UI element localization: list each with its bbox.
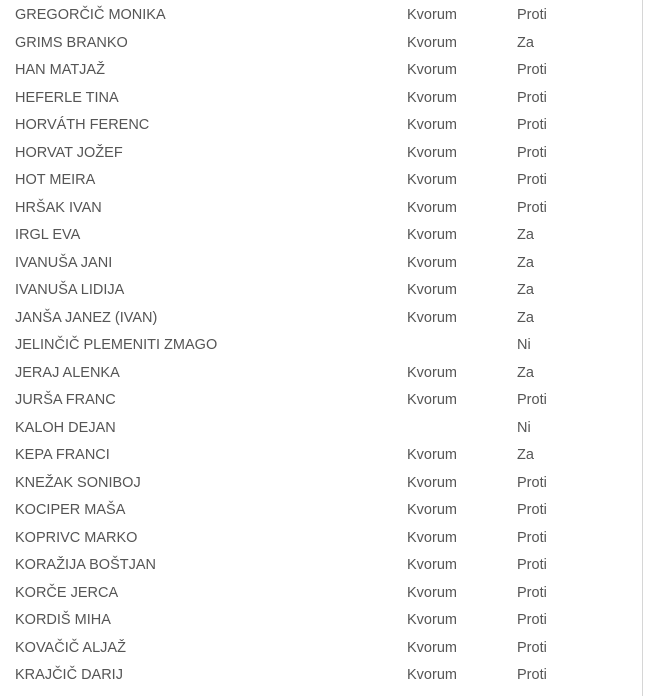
member-name-cell: HORVAT JOŽEF [15, 144, 123, 161]
member-name-cell: GRIMS BRANKO [15, 34, 128, 51]
table-row [15, 112, 635, 140]
table-row [15, 140, 635, 168]
vote-cell: Proti [517, 612, 547, 628]
vote-cell: Proti [517, 639, 547, 656]
quorum-cell: Kvorum [407, 254, 457, 271]
vote-cell: Proti [517, 529, 547, 546]
member-name-cell: JANŠA JANEZ (IVAN) [15, 309, 158, 326]
member-name-cell: JURŠA FRANC [15, 392, 116, 408]
quorum-cell: Kvorum [407, 34, 457, 51]
table-row [15, 167, 635, 195]
vote-cell: Proti [517, 474, 547, 491]
member-name-cell: KEPA FRANCI [15, 447, 110, 463]
table-row [15, 415, 635, 443]
member-name-cell: KOPRIVC MARKO [15, 529, 138, 546]
table-row [15, 470, 635, 498]
quorum-cell: Kvorum [407, 199, 457, 216]
member-name-cell: IVANUŠA JANI [15, 254, 113, 271]
quorum-cell: Kvorum [407, 117, 457, 133]
vote-cell: Proti [517, 172, 547, 188]
vote-cell: Za [517, 254, 534, 271]
quorum-cell: Kvorum [407, 557, 457, 573]
vote-cell: Proti [517, 584, 547, 601]
member-name-cell: KORAŽIJA BOŠTJAN [15, 557, 156, 573]
vote-cell: Proti [517, 7, 547, 23]
quorum-cell: Kvorum [407, 474, 457, 491]
vote-cell: Proti [517, 144, 547, 161]
quorum-cell: Kvorum [407, 309, 457, 326]
vote-cell: Za [517, 447, 534, 463]
quorum-cell: Kvorum [407, 667, 457, 683]
vote-cell: Proti [517, 117, 547, 133]
quorum-cell: Kvorum [407, 447, 457, 463]
vote-cell: Za [517, 309, 534, 326]
quorum-cell: Kvorum [407, 364, 457, 381]
quorum-cell: Kvorum [407, 7, 457, 23]
table-row [15, 305, 635, 333]
table-row [15, 607, 635, 635]
member-name-cell: KNEŽAK SONIBOJ [15, 474, 141, 491]
member-name-cell: HORVÁTH FERENC [15, 117, 150, 133]
vote-cell: Ni [517, 419, 531, 436]
table-row [15, 332, 635, 360]
vote-table [15, 2, 635, 690]
vote-cell: Proti [517, 667, 547, 683]
member-name-cell: IRGL EVA [15, 227, 81, 243]
quorum-cell: Kvorum [407, 62, 457, 78]
quorum-cell: Kvorum [407, 502, 457, 518]
table-row [15, 360, 635, 388]
table-row [15, 580, 635, 608]
quorum-cell: Kvorum [407, 89, 457, 106]
table-row [15, 552, 635, 580]
quorum-cell: Kvorum [407, 172, 457, 188]
vote-cell: Proti [517, 89, 547, 106]
table-row [15, 662, 635, 690]
quorum-cell: Kvorum [407, 282, 457, 298]
member-name-cell: HAN MATJAŽ [15, 62, 105, 78]
member-name-cell: GREGORČIČ MONIKA [15, 7, 166, 23]
vote-cell: Proti [517, 62, 547, 78]
quorum-cell: Kvorum [407, 392, 457, 408]
vote-cell: Za [517, 227, 534, 243]
table-row [15, 195, 635, 223]
quorum-cell [407, 332, 517, 360]
table-row [15, 277, 635, 305]
table-row [15, 85, 635, 113]
quorum-cell: Kvorum [407, 639, 457, 656]
vote-table-body [15, 2, 635, 690]
table-row [15, 497, 635, 525]
quorum-cell: Kvorum [407, 144, 457, 161]
member-name-cell: KOCIPER MAŠA [15, 502, 126, 518]
quorum-cell: Kvorum [407, 529, 457, 546]
member-name-cell: HOT MEIRA [15, 172, 96, 188]
table-row [15, 2, 635, 30]
member-name-cell: KOVAČIČ ALJAŽ [15, 639, 126, 656]
member-name-cell: HRŠAK IVAN [15, 199, 102, 216]
table-row [15, 387, 635, 415]
vote-cell: Za [517, 282, 534, 298]
table-row [15, 525, 635, 553]
quorum-cell [407, 415, 517, 443]
table-row [15, 635, 635, 663]
quorum-cell: Kvorum [407, 227, 457, 243]
member-name-cell: KRAJČIČ DARIJ [15, 667, 123, 683]
vote-cell: Proti [517, 199, 547, 216]
vote-cell: Za [517, 364, 534, 381]
vote-cell: Proti [517, 502, 547, 518]
member-name-cell: KALOH DEJAN [15, 419, 116, 436]
table-row [15, 222, 635, 250]
vote-cell: Ni [517, 337, 531, 353]
table-row [15, 250, 635, 278]
vote-cell: Za [517, 34, 534, 51]
member-name-cell: HEFERLE TINA [15, 89, 119, 106]
member-name-cell: JELINČIČ PLEMENITI ZMAGO [15, 337, 218, 353]
member-name-cell: JERAJ ALENKA [15, 364, 120, 381]
vote-cell: Proti [517, 557, 547, 573]
vote-cell: Proti [517, 392, 547, 408]
member-name-cell: IVANUŠA LIDIJA [15, 282, 125, 298]
quorum-cell: Kvorum [407, 612, 457, 628]
table-row [15, 442, 635, 470]
table-row [15, 30, 635, 58]
member-name-cell: KORDIŠ MIHA [15, 612, 111, 628]
table-row [15, 57, 635, 85]
member-name-cell: KORČE JERCA [15, 584, 119, 601]
quorum-cell: Kvorum [407, 584, 457, 601]
